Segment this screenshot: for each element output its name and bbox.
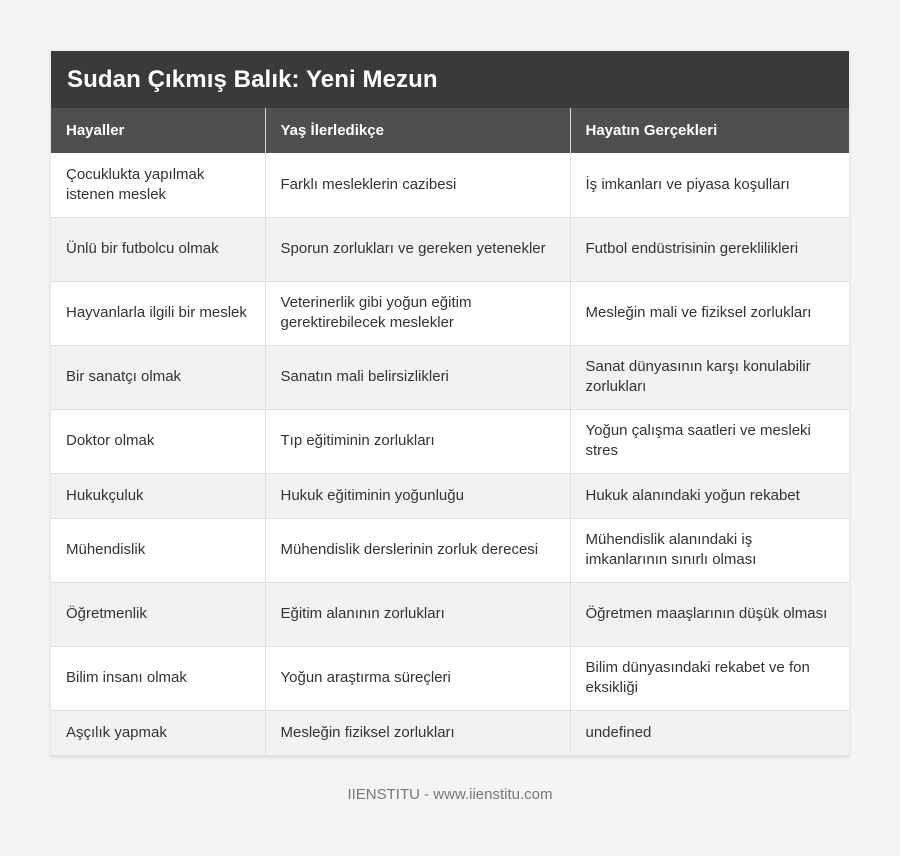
- table-row: [51, 646, 849, 710]
- table-cell: Yoğun çalışma saatleri ve mesleki stres: [570, 409, 849, 473]
- table-cell: Tıp eğitiminin zorlukları: [265, 409, 570, 473]
- table-cell: Farklı mesleklerin cazibesi: [265, 153, 570, 217]
- table-cell: Hukukçuluk: [51, 473, 265, 518]
- table-cell: Sporun zorlukları ve gereken yetenekler: [265, 217, 570, 281]
- table-cell: Mesleğin mali ve fiziksel zorlukları: [570, 281, 849, 345]
- table-cell: Veterinerlik gibi yoğun eğitim gerektirebilecek meslekler: [265, 281, 570, 345]
- footer-credit: IIENSTITU - www.iienstitu.com: [347, 786, 553, 803]
- table-cell: Ünlü bir futbolcu olmak: [51, 217, 265, 281]
- table-cell: Mühendislik alanındaki iş imkanlarının sınırlı olması: [570, 518, 849, 582]
- table-cell: Doktor olmak: [51, 409, 265, 473]
- title-bar: [51, 51, 849, 108]
- table-row: [51, 582, 849, 646]
- comparison-table: [51, 108, 849, 756]
- table-cell: Bilim dünyasındaki rekabet ve fon eksikliği: [570, 646, 849, 710]
- page-title: Sudan Çıkmış Balık: Yeni Mezun: [67, 65, 438, 93]
- table-cell: Sanat dünyasının karşı konulabilir zorlukları: [570, 345, 849, 409]
- table-cell: Futbol endüstrisinin gereklilikleri: [570, 217, 849, 281]
- table-cell: Aşçılık yapmak: [51, 710, 265, 755]
- header-row: [51, 108, 849, 153]
- table-cell: Bir sanatçı olmak: [51, 345, 265, 409]
- table-cell: Hukuk eğitiminin yoğunluğu: [265, 473, 570, 518]
- table-cell: Mesleğin fiziksel zorlukları: [265, 710, 570, 755]
- table-cell: Yoğun araştırma süreçleri: [265, 646, 570, 710]
- table-card: [51, 51, 849, 756]
- table-row: [51, 153, 849, 217]
- table-cell: Eğitim alanının zorlukları: [265, 582, 570, 646]
- column-header-growing-up: Yaş İlerledikçe: [265, 108, 570, 153]
- table-row: [51, 281, 849, 345]
- column-header-realities: Hayatın Gerçekleri: [570, 108, 849, 153]
- table-row: [51, 345, 849, 409]
- table-cell: Hukuk alanındaki yoğun rekabet: [570, 473, 849, 518]
- table-cell: Mühendislik: [51, 518, 265, 582]
- table-cell: Sanatın mali belirsizlikleri: [265, 345, 570, 409]
- table-cell: İş imkanları ve piyasa koşulları: [570, 153, 849, 217]
- table-cell: Mühendislik derslerinin zorluk derecesi: [265, 518, 570, 582]
- table-row: [51, 217, 849, 281]
- table-row: [51, 710, 849, 755]
- table-cell: undefined: [570, 710, 849, 755]
- column-header-dreams: Hayaller: [51, 108, 265, 153]
- table-row: [51, 409, 849, 473]
- table-row: [51, 473, 849, 518]
- table-cell: Hayvanlarla ilgili bir meslek: [51, 281, 265, 345]
- table-cell: Öğretmen maaşlarının düşük olması: [570, 582, 849, 646]
- table-row: [51, 518, 849, 582]
- table-cell: Öğretmenlik: [51, 582, 265, 646]
- table-cell: Bilim insanı olmak: [51, 646, 265, 710]
- table-cell: Çocuklukta yapılmak istenen meslek: [51, 153, 265, 217]
